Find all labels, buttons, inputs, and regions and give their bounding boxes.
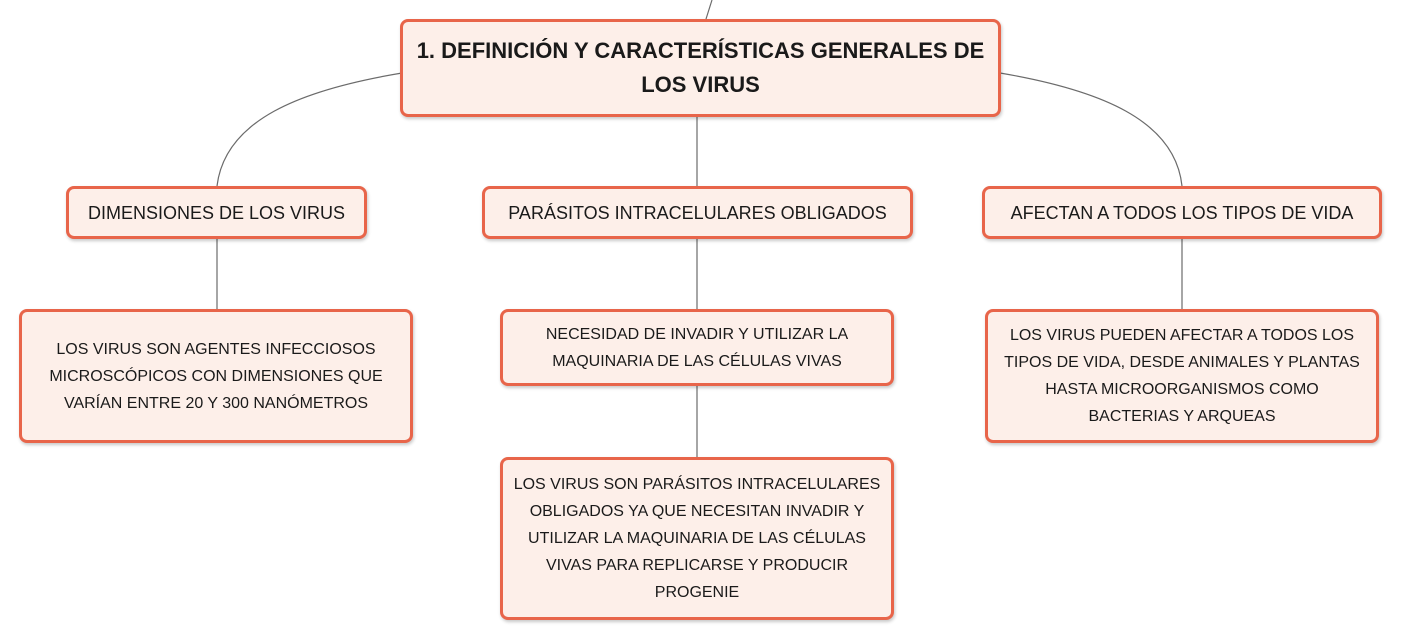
root-topic-label: 1. DEFINICIÓN Y CARACTERÍSTICAS GENERALES DE LOS VIRUS — [416, 38, 985, 97]
detail-topic-dimensiones[interactable] — [19, 309, 413, 443]
branch-topic-dimensiones[interactable] — [66, 186, 367, 239]
connector-root-to-branch-1 — [217, 73, 402, 186]
branch-topic-afectan[interactable] — [982, 186, 1382, 239]
root-topic[interactable] — [400, 19, 1001, 117]
detail-topic-necesidad[interactable] — [500, 309, 894, 386]
branch-topic-label: PARÁSITOS INTRACELULARES OBLIGADOS — [508, 202, 887, 223]
detail-topic-parasitos-explicacion[interactable] — [500, 457, 894, 620]
branch-topic-label: AFECTAN A TODOS LOS TIPOS DE VIDA — [1010, 202, 1354, 223]
detail-topic-text: LOS VIRUS SON AGENTES INFECCIOSOS MICROSCÓPICOS CON DIMENSIONES QUE VARÍAN ENTRE 20 Y 300 NANÓMETROS — [49, 340, 383, 412]
branch-topic-label: DIMENSIONES DE LOS VIRUS — [87, 202, 346, 223]
connector-parent-to-root — [706, 0, 712, 19]
detail-topic-text: LOS VIRUS SON PARÁSITOS INTRACELULARES OBLIGADOS YA QUE NECESITAN INVADIR Y UTILIZAR LA MAQUINARIA DE LAS CÉLULAS VIVAS PARA REPLICARSE Y PRODUCIR PROGENIE — [513, 476, 881, 601]
detail-topic-text: LOS VIRUS PUEDEN AFECTAR A TODOS LOS TIPOS DE VIDA, DESDE ANIMALES Y PLANTAS HASTA MICROORGANISMOS COMO BACTERIAS Y ARQUEAS — [1004, 327, 1360, 425]
detail-topic-text: NECESIDAD DE INVADIR Y UTILIZAR LA MAQUINARIA DE LAS CÉLULAS VIVAS — [545, 325, 849, 370]
detail-topic-afectan[interactable] — [985, 309, 1379, 443]
branch-topic-parasitos[interactable] — [482, 186, 913, 239]
connector-root-to-branch-3 — [1000, 73, 1182, 186]
